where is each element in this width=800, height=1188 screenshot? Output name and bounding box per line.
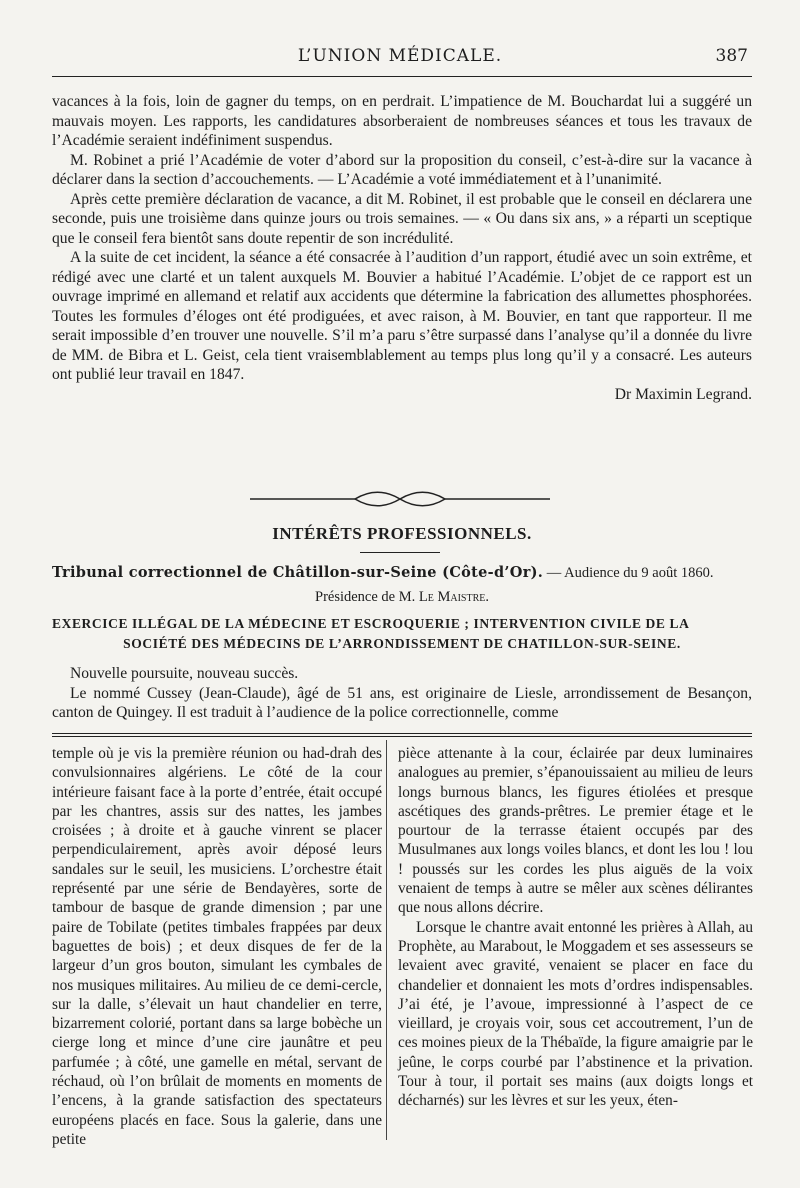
presidence-line	[52, 589, 752, 606]
feuilleton-right-paragraph-2: Lorsque le chantre avait entonné les prières à Allah, au Prophète, au Marabout, le Moggadem et ses assesseurs se levaient avec gravité, venaient se placer en face du chandelier et donnaient les mots d’ordres indispensables. J’ai été, je l’avoue, impressionné à l’aspect de ce vieillard, je croyais voir, sous cet accoutrement, l’un de ces moines pieux de la Thébaïde, la figure amaigrie par le jeûne, le corps courbé par l’abstinence et la privation. Tour à tour, il portait ses mains (aux doigts longs et décharnés) sur les lèvres et sur les yeux, éten-	[398, 918, 753, 1110]
case-lead: Nouvelle poursuite, nouveau succès.	[70, 665, 299, 682]
case-title-line-2: SOCIÉTÉ DES MÉDECINS DE L’ARRONDISSEMENT DE CHATILLON-SUR-SEINE.	[123, 636, 681, 651]
case-paragraph: Le nommé Cussey (Jean-Claude), âgé de 51 ans, est originaire de Liesle, arrondissement de Besançon, canton de Quingey. Il est traduit à l’audience de la police correctionnelle, comme	[52, 684, 752, 721]
signature: Dr Maximin Legrand.	[614, 385, 752, 403]
column-divider	[386, 740, 387, 1140]
case-title	[52, 614, 752, 654]
court-line	[52, 564, 752, 582]
article-paragraph-4: A la suite de cet incident, la séance a été consacrée à l’audition d’un rapport, étudié avec un soin extrême, et rédigé avec une clarté et un talent auxquels M. Bouvier a habitué l’Académie. L’objet de ce rapport est un ouvrage imprimé en allemand et relatif aux accidents que détermine la fabrication des allumettes phosphorées. Toutes les formules d’éloges ont été prodiguées, et avec raison, à M. Bouvier, en tant que rapporteur. Il me serait impossible d’en trouver une nouvelle. S’il m’a paru s’être surpassé dans l’analyse qu’il a donnée du livre de MM. de Bibra et L. Geist, cela tient vraisemblablement au temps plus long qu’il y a consacré. Les auteurs ont publié leur travail en 1847.	[52, 249, 752, 383]
article-paragraph-2: M. Robinet a prié l’Académie de voter d’abord sur la proposition du conseil, c’est-à-dire sur la vacance à déclarer dans la section d’accouchements. — L’Académie a voté immédiatement et à l’unanimité.	[52, 151, 752, 188]
case-title-line-1: EXERCICE ILLÉGAL DE LA MÉDECINE ET ESCROQUERIE ; INTERVENTION CIVILE DE LA	[52, 616, 690, 631]
journal-title: L’UNION MÉDICALE.	[297, 46, 503, 66]
feuilleton-right-paragraph-1: pièce attenante à la cour, éclairée par deux luminaires analogues au premier, s’épanouissaient au milieu de leurs longs burnous blancs, les figures étiolées et presque ascétiques des grands-prêtres. Le premier étage et le pourtour de la terrasse étaient occupés par des Musulmanes aux longs voiles blancs, et dont les lou ! lou ! poussés sur les cordes les plus aiguës de la voix venaient de temps à autre se mêler aux scènes délirantes que nous allons décrire.	[398, 745, 753, 917]
presidence-name: Le Maistre.	[418, 589, 489, 605]
feuilleton-left-column	[52, 744, 382, 1149]
court-hearing: — Audience du 9 août 1860.	[546, 565, 714, 581]
feuilleton-left-paragraph: temple où je vis la première réunion ou had-drah des convulsionnaires algériens. Le côté de la cour intérieure faisant face à la porte d’entrée, était occupé par les chantres, assis sur des nattes, les jambes croisées ; à droite et à gauche vinrent se placer perpendiculairement, après avoir déposé leurs sandales sur le seuil, les musiciens. L’orchestre était représenté par une série de Bendayères, sorte de tambour de basque de grande dimension ; par une paire de Tobilate (petites timbales frappées par deux baguettes de bois) ; et deux disques de fer de la largeur d’un gros bouton, simulant les cymbales de nos musiques militaires. Au milieu de ce demi-cercle, sur la dalle, s’élevait un haut chandelier en terre, bizarrement colorié, portant dans sa large bobèche un cierge long et mince d’une cire jaunâtre et peu parfumée ; à côté, une gamelle en métal, servant de réchaud, où l’on brûlait de moments en moments de l’encens, à la grande satisfaction des spectateurs européens placés en face. Sous la galerie, dans une petite	[52, 745, 382, 1148]
title-underline	[360, 552, 440, 553]
article-paragraph-3: Après cette première déclaration de vacance, a dit M. Robinet, il est probable que le conseil en déclarera une seconde, puis une troisième dans quinze jours ou trois semaines. — « Ou dans six ans, » a réparti un sceptique que le conseil fera bientôt sans doute repentir de son incrédulité.	[52, 190, 752, 247]
presidence-prefix: Présidence de M.	[315, 589, 416, 605]
header-rule	[52, 76, 752, 77]
feuilleton-right-column	[398, 744, 753, 1111]
running-head	[52, 44, 748, 74]
court-name: Tribunal correctionnel de Châtillon-sur-Seine (Côte-d’Or).	[52, 564, 544, 581]
case-body	[52, 664, 752, 723]
article-paragraph-1: vacances à la fois, loin de gagner du temps, on en perdrait. L’impatience de M. Bouchardat lui a suggéré un mauvais moyen. Les rapports, les candidatures absorberaient de nombreuses séances et tous les travaux de l’Académie seraient indéfiniment suspendus.	[52, 93, 752, 149]
section-title: INTÉRÊTS PROFESSIONNELS.	[272, 524, 532, 543]
article-body	[52, 92, 752, 404]
ornament-divider	[250, 490, 550, 508]
feuilleton-rule	[52, 733, 752, 739]
page-number: 387	[715, 46, 748, 66]
